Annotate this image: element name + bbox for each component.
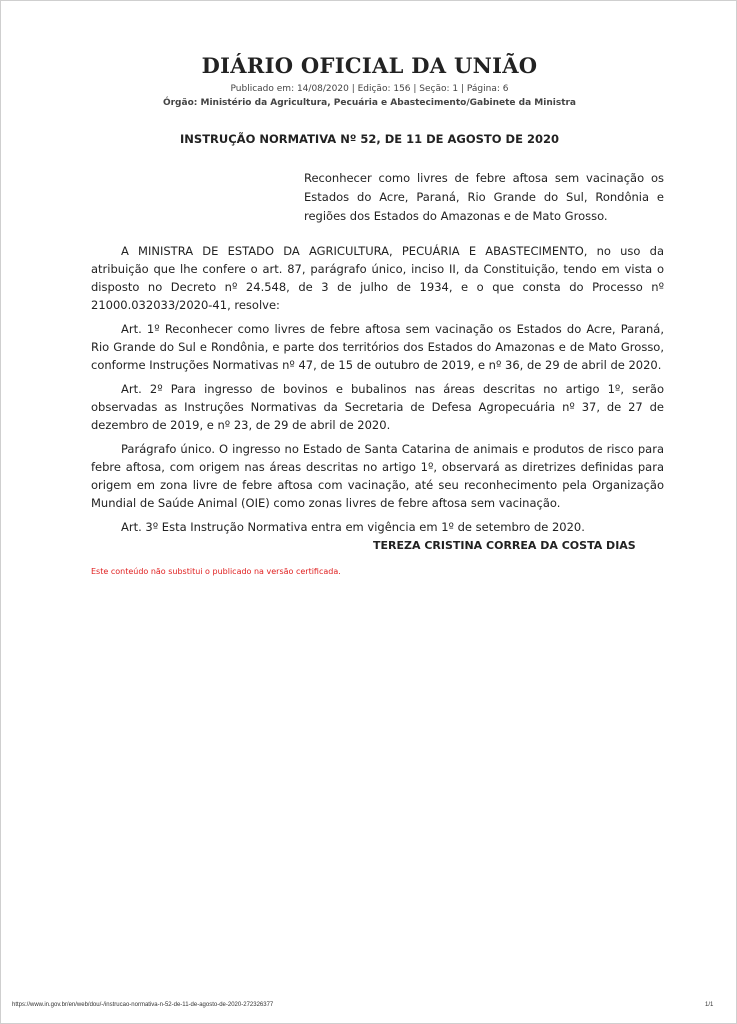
article-2: Art. 2º Para ingresso de bovinos e bubalinos nas áreas descritas no artigo 1º, serão observadas as Instruções Normativas da Secretaria de Defesa Agropecuária nº 37, de 27 de dezembro de 2019, e nº 23, de 29 de abril de 2020. [91,382,664,432]
publication-info: Publicado em: 14/08/2020 | Edição: 156 | Seção: 1 | Página: 6 [230,84,509,94]
document-body [91,242,664,542]
article-1: Art. 1º Reconhecer como livres de febre aftosa sem vacinação os Estados do Acre, Paraná, Rio Grande do Sul e Rondônia, e parte dos territórios dos Estados do Amazonas e de Mato Grosso, conforme Instruções Normativas nº 47, de 15 de outubro de 2019, e nº 36, de 29 de abril de 2020. [91,322,664,372]
newspaper-title: DIÁRIO OFICIAL DA UNIÃO [201,53,538,78]
organ-info: Órgão: Ministério da Agricultura, Pecuária e Abastecimento/Gabinete da Ministra [162,98,577,108]
disclaimer: Este conteúdo não substitui o publicado na versão certificada. [91,567,341,576]
document-ementa: Reconhecer como livres de febre aftosa sem vacinação os Estados do Acre, Paraná, Rio Grande do Sul, Rondônia e regiões dos Estados do Amazonas e de Mato Grosso. [304,171,664,223]
sole-paragraph: Parágrafo único. O ingresso no Estado de Santa Catarina de animais e produtos de risco para febre aftosa, com origem nas áreas descritas no artigo 1º, observará as diretrizes definidas para origem em zona livre de febre aftosa com vacinação, até seu reconhecimento pela Organização Mundial de Saúde Animal (OIE) como zonas livres de febre aftosa sem vacinação. [91,442,664,510]
article-3: Art. 3º Esta Instrução Normativa entra em vigência em 1º de setembro de 2020. [121,520,585,534]
footer-page-number: 1/1 [705,1002,714,1008]
preamble-paragraph: A MINISTRA DE ESTADO DA AGRICULTURA, PECUÁRIA E ABASTECIMENTO, no uso da atribuição que lhe confere o art. 87, parágrafo único, inciso II, da Constituição, tendo em vista o disposto no Decreto nº 24.548, de 3 de julho de 1934, e o que consta do Processo nº 21000.032033/2020-41, resolve: [91,244,664,312]
footer-url: https://www.in.gov.br/en/web/dou/-/instrucao-normativa-n-52-de-11-de-agosto-de-2020-272326377 [12,1002,274,1008]
document-heading: INSTRUÇÃO NORMATIVA Nº 52, DE 11 DE AGOSTO DE 2020 [180,132,559,146]
signature: TEREZA CRISTINA CORREA DA COSTA DIAS [373,539,636,552]
